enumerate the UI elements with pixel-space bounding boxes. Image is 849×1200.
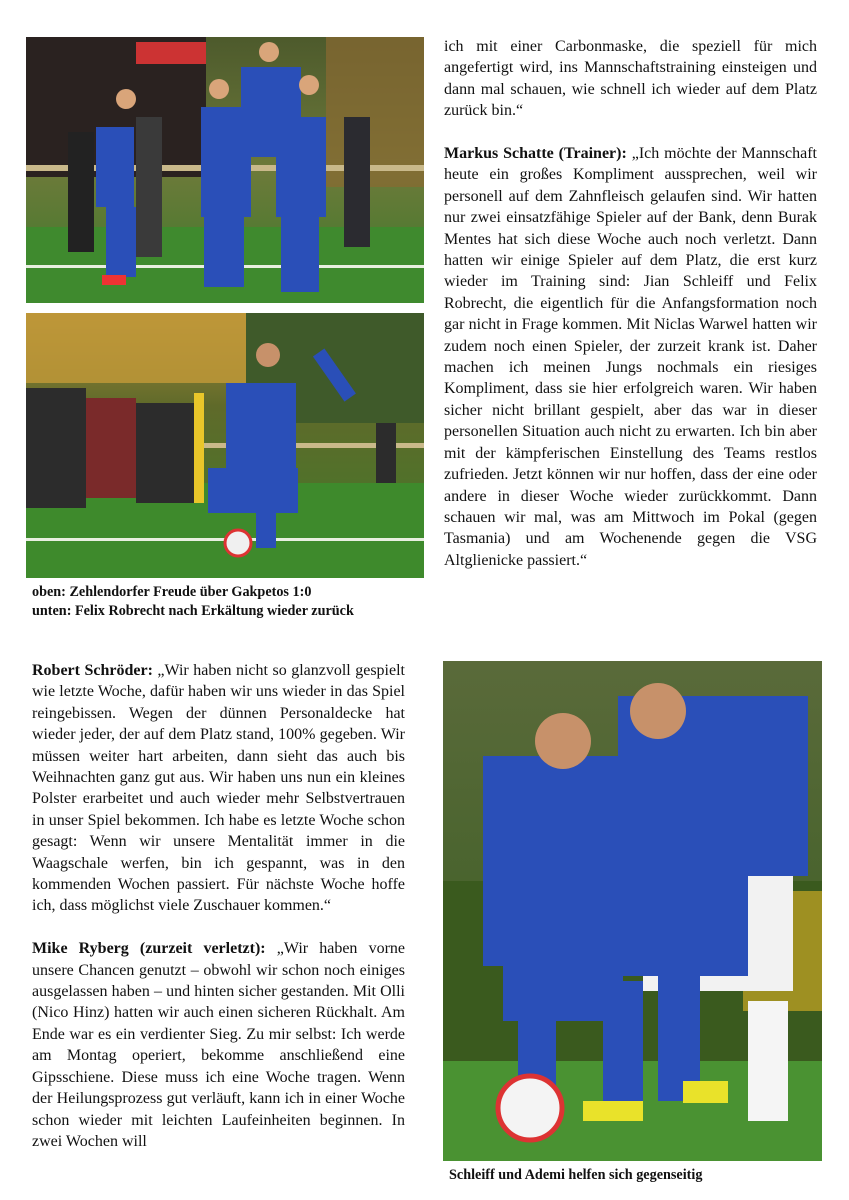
photos-left-caption [32, 583, 432, 621]
caption-line-bottom-photo: unten: Felix Robrecht nach Erkältung wieder zurück [32, 603, 354, 619]
caption-line-top-photo: oben: Zehlendorfer Freude über Gakpetos 1:0 [32, 584, 312, 600]
photo-goal-celebration [26, 37, 424, 303]
paragraph-continuation: ich mit einer Carbonmaske, die speziell für mich angefertigt wird, ins Mannschaftstraining einsteigen und dann mal schauen, wie schnell ich wieder auf dem Platz zurück bin.“ [444, 38, 817, 120]
photo-player-kick [26, 313, 424, 578]
quote-text: „Ich möchte der Mannschaft heute ein großes Kompliment aussprechen, weil wir personell auf dem Zahnfleisch gelaufen sind. Wir hatten nur zwei einsatzfähige Spieler auf der Bank, denn Burak Mentes hat sich diese Woche auch noch verletzt. Dann hatten wir einige Spieler auf dem Platz, die erst kurz wieder im Training sind: Jian Schleiff und Felix Robrecht, die eigentlich für die Anfangsformation noch gar nicht in Frage kommen. Mit Niclas Warwel hatten wir zudem noch einen Spieler, der zurzeit krank ist. Daher machen ich meinen Jungs nochmals ein riesiges Kompliment, dass sie hier erfolgreich waren. Wir haben sicher nicht brillant gespielt, aber das war in dieser personellen Situation auch nicht zu erwarten. Ich bin aber mit der kämpferischen Einstellung des Teams restlos zufrieden. Jetzt können wir nur hoffen, dass der eine oder andere in dieser Woche wieder zurückkommt. Dann schauen wir mal, was am Mittwoch im Pokal (gegen Tasmania) und am Wochenende gegen die VSG Altglienicke passiert.“ [444, 145, 818, 569]
photo-tackle [443, 661, 822, 1161]
paragraph-trainer [444, 143, 817, 571]
left-column-text [32, 660, 405, 1152]
quote-text: „Wir haben vorne unsere Chancen genutzt – obwohl wir schon noch einiges ausgelassen haben – und hinten sicher gestanden. Mit Olli (Nico Hinz) hatten wir auch einen sicheren Rückhalt. Am Ende war es ein verdienter Sieg. Zu mir selbst: Ich werde am Montag operiert, bekomme anschließend eine Gipsschiene. Diese muss ich eine Woche tragen. Wenn der Heilungsprozess gut verläuft, kann ich in einer Woche schon wieder mit leichten Laufeinheiten beginnen. In zwei Wochen will [32, 940, 406, 1150]
paragraph-schroeder [32, 660, 405, 917]
right-column-text [444, 36, 817, 571]
speaker-name: Markus Schatte (Trainer): [444, 145, 627, 163]
speaker-name: Robert Schröder: [32, 662, 153, 679]
speaker-name: Mike Ryberg (zurzeit verletzt): [32, 940, 266, 958]
quote-text: „Wir haben nicht so glanzvoll gespielt wie letzte Woche, dafür haben wir uns wieder in das Spiel reingebissen. Wegen der dünnen Personaldecke hat wieder jeder, der auf dem Platz stand, 100% gegeben. Wir müssen weiter hart arbeiten, dann sieht das auch bis Weihnachten ganz gut aus. Wir haben uns nun ein kleines Polster erarbeitet und auch wieder mehr Selbstvertrauen in unser Spiel bekommen. Ich habe es letzte Woche schon gesagt: Wenn wir unsere Mentalität immer in die Waagschale werfen, bin ich gespannt, was in den kommenden Wochen passiert. Für nächste Woche hoffe ich, dass möglichst viele Zuschauer kommen.“ [32, 662, 405, 915]
photo-right-caption: Schleiff und Ademi helfen sich gegenseitig [449, 1167, 703, 1183]
paragraph-ryberg [32, 938, 405, 1152]
